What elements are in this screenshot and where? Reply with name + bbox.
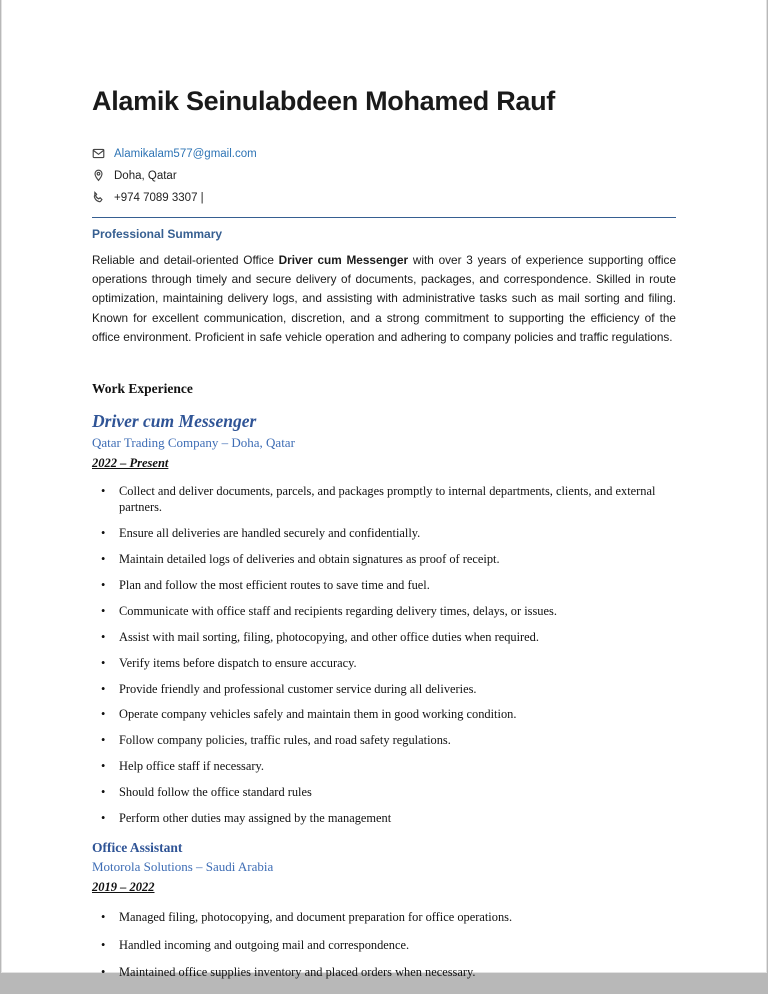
contact-phone-row (92, 191, 676, 204)
bullet-item: • Communicate with office staff and recipients regarding delivery times, delays, or issues. (92, 603, 676, 619)
bullet-item: • Perform other duties may assigned by the management (92, 810, 676, 826)
bullet-item: • Plan and follow the most efficient routes to save time and fuel. (92, 577, 676, 593)
work-experience-heading: Work Experience (92, 381, 193, 397)
job-bullet-list (92, 483, 676, 826)
bullet-item: • Ensure all deliveries are handled securely and confidentially. (92, 525, 676, 541)
job-dates: 2019 – 2022 (92, 880, 155, 895)
summary-bold-phrase: Driver cum Messenger (278, 253, 409, 267)
person-name: Alamik Seinulabdeen Mohamed Rauf (92, 86, 555, 116)
bullet-item: • Handled incoming and outgoing mail and correspondence. (92, 937, 676, 953)
bullet-item: • Provide friendly and professional customer service during all deliveries. (92, 681, 676, 697)
contact-location-row (92, 169, 676, 182)
bullet-item: • Assist with mail sorting, filing, photocopying, and other office duties when required. (92, 629, 676, 645)
location-icon (92, 169, 105, 182)
email-link[interactable]: Alamikalam577@gmail.com (114, 147, 257, 160)
location-text: Doha, Qatar (114, 169, 177, 182)
summary-text-rest: with over 3 years of experience supporting office operations through timely and secure delivery of documents, packages, and correspondence. Skilled in route optimization, maintaining delivery logs, and assisting with administrative tasks such as mail sorting and filing. Known for excellent communication, discretion, and a strong commitment to supporting the efficiency of the office environment. Proficient in safe vehicle operation and adhering to company policies and traffic regulations. (92, 253, 677, 344)
job-company: Qatar Trading Company – Doha, Qatar (92, 435, 295, 451)
bullet-item: • Managed filing, photocopying, and document preparation for office operations. (92, 909, 676, 925)
summary-heading: Professional Summary (92, 227, 223, 241)
job-dates: 2022 – Present (92, 456, 169, 471)
bullet-item: • Maintained office supplies inventory and placed orders when necessary. (92, 964, 676, 980)
bullet-item: • Help office staff if necessary. (92, 758, 676, 774)
email-icon (92, 147, 105, 160)
job-title: Office Assistant (92, 840, 183, 856)
bullet-item: • Operate company vehicles safely and maintain them in good working condition. (92, 706, 676, 722)
bullet-item: • Collect and deliver documents, parcels, and packages promptly to internal departments, clients, and external partners. (92, 483, 676, 516)
phone-icon (92, 191, 105, 204)
job-company: Motorola Solutions – Saudi Arabia (92, 859, 274, 875)
job-bullet-list (92, 909, 676, 980)
resume-page (1, 0, 767, 980)
job-entry-driver (92, 411, 676, 826)
section-divider (92, 217, 676, 218)
job-entry-office-assistant (92, 840, 676, 980)
contact-email-row (92, 147, 676, 160)
summary-paragraph (92, 251, 676, 347)
bullet-item: • Verify items before dispatch to ensure accuracy. (92, 655, 676, 671)
job-title: Driver cum Messenger (92, 411, 257, 432)
bullet-item: • Follow company policies, traffic rules, and road safety regulations. (92, 732, 676, 748)
bullet-item: • Should follow the office standard rules (92, 784, 676, 800)
phone-text: +974 7089 3307 | (114, 191, 204, 204)
summary-text-lead: Reliable and detail-oriented Office (92, 253, 279, 267)
bullet-item: • Maintain detailed logs of deliveries and obtain signatures as proof of receipt. (92, 551, 676, 567)
